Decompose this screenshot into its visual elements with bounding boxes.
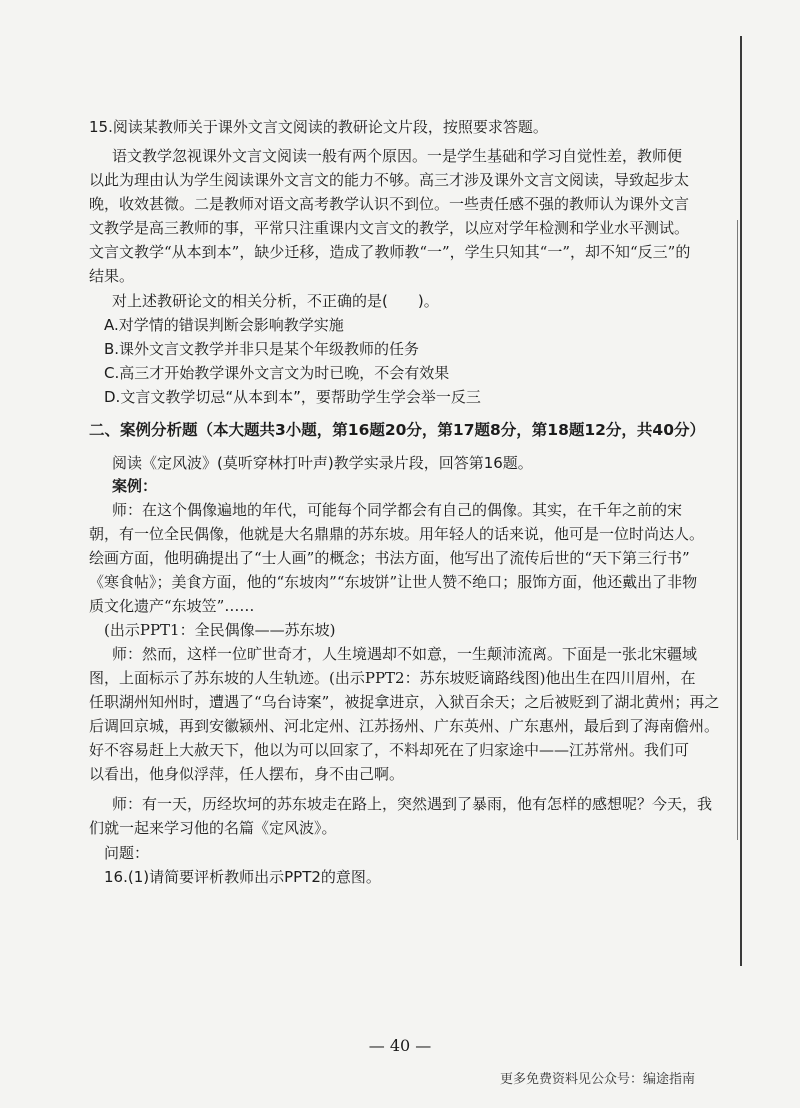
case-line: 《寒食帖》；美食方面，他的“东坡肉”“东坡饼”让世人赞不绝口；服饰方面，他还戴出了非物 [89,573,698,591]
case-line: 好不容易赶上大赦天下，他以为可以回家了，不料却死在了归家途中——江苏常州。我们可 [89,741,690,759]
case-line: 师：有一天，历经坎坷的苏东坡走在路上，突然遇到了暴雨，他有怎样的感想呢？今天，我 [112,795,713,813]
ppt1-note: (出示PPT1：全民偶像——苏东坡) [104,621,336,639]
case-line: 以看出，他身似浮萍，任人摆布，身不由己啊。 [89,765,405,783]
q15-question: 对上述教研论文的相关分析，不正确的是( )。 [112,292,439,310]
q15-option-d: D.文言文教学切忌“从本到本”，要帮助学生学会举一反三 [104,388,481,406]
q15-passage-line: 以此为理由认为学生阅读课外文言文的能力不够。高三才涉及课外文言文阅读，导致起步太 [89,171,690,189]
q15-passage-line: 结果。 [89,267,135,285]
case-line: 后调回京城，再到安徽颍州、河北定州、江苏扬州、广东英州、广东惠州，最后到了海南儋州。 [89,717,720,735]
case-line: 师：然而，这样一位旷世奇才，人生境遇却不如意，一生颠沛流离。下面是一张北宋疆域 [112,645,698,663]
q15-passage-line: 文言文教学“从本到本”，缺少迁移，造成了教师教“一”，学生只知其“一”，却不知“反三”的 [89,243,691,261]
q15-passage-line: 语文教学忽视课外文言文阅读一般有两个原因。一是学生基础和学习自觉性差，教师便 [112,147,683,165]
case-intro: 阅读《定风波》(莫听穿林打叶声)教学实录片段，回答第16题。 [112,454,533,472]
case-label: 案例： [112,477,158,495]
q15-passage-line: 晚，收效甚微。二是教师对语文高考教学认识不到位。一些责任感不强的教师认为课外文言 [89,195,690,213]
case-line: 朝，有一位全民偶像，他就是大名鼎鼎的苏东坡。用年轻人的话来说，他可是一位时尚达人。 [89,525,705,543]
case-line: 图，上面标示了苏东坡的人生轨迹。(出示PPT2：苏东坡贬谪路线图)他出生在四川眉州，在 [89,669,696,687]
case-line: 绘画方面，他明确提出了“士人画”的概念；书法方面，他写出了流传后世的“天下第三行书” [89,549,690,567]
q15-passage-line: 文教学是高三教师的事，平常只注重课内文言文的教学，以应对学年检测和学业水平测试。 [89,219,690,237]
case-line: 师：在这个偶像遍地的年代，可能每个同学都会有自己的偶像。其实，在千年之前的宋 [112,501,683,519]
case-line: 们就一起来学习他的名篇《定风波》。 [89,819,337,837]
q15-option-c: C.高三才开始教学课外文言文为时已晚，不会有效果 [104,364,450,382]
question-label: 问题： [104,844,150,862]
q15-stem: 15.阅读某教师关于课外文言文阅读的教研论文片段，按照要求答题。 [89,118,548,136]
page-number: — 40 — [368,1036,432,1055]
q16-part1: 16.(1)请简要评析教师出示PPT2的意图。 [104,868,381,886]
q15-option-a: A.对学情的错误判断会影响教学实施 [104,316,344,334]
q15-option-b: B.课外文言文教学并非只是某个年级教师的任务 [104,340,420,358]
footer-note: 更多免费资料见公众号：编途指南 [500,1072,696,1087]
case-line: 任职湖州知州时，遭遇了“乌台诗案”，被捉拿进京，入狱百余天；之后被贬到了湖北黄州；再之 [89,693,720,711]
section-heading: 二、案例分析题（本大题共3小题，第16题20分，第17题8分，第18题12分，共40分） [89,421,705,439]
case-line: 质文化遗产“东坡笠”…… [89,597,255,615]
